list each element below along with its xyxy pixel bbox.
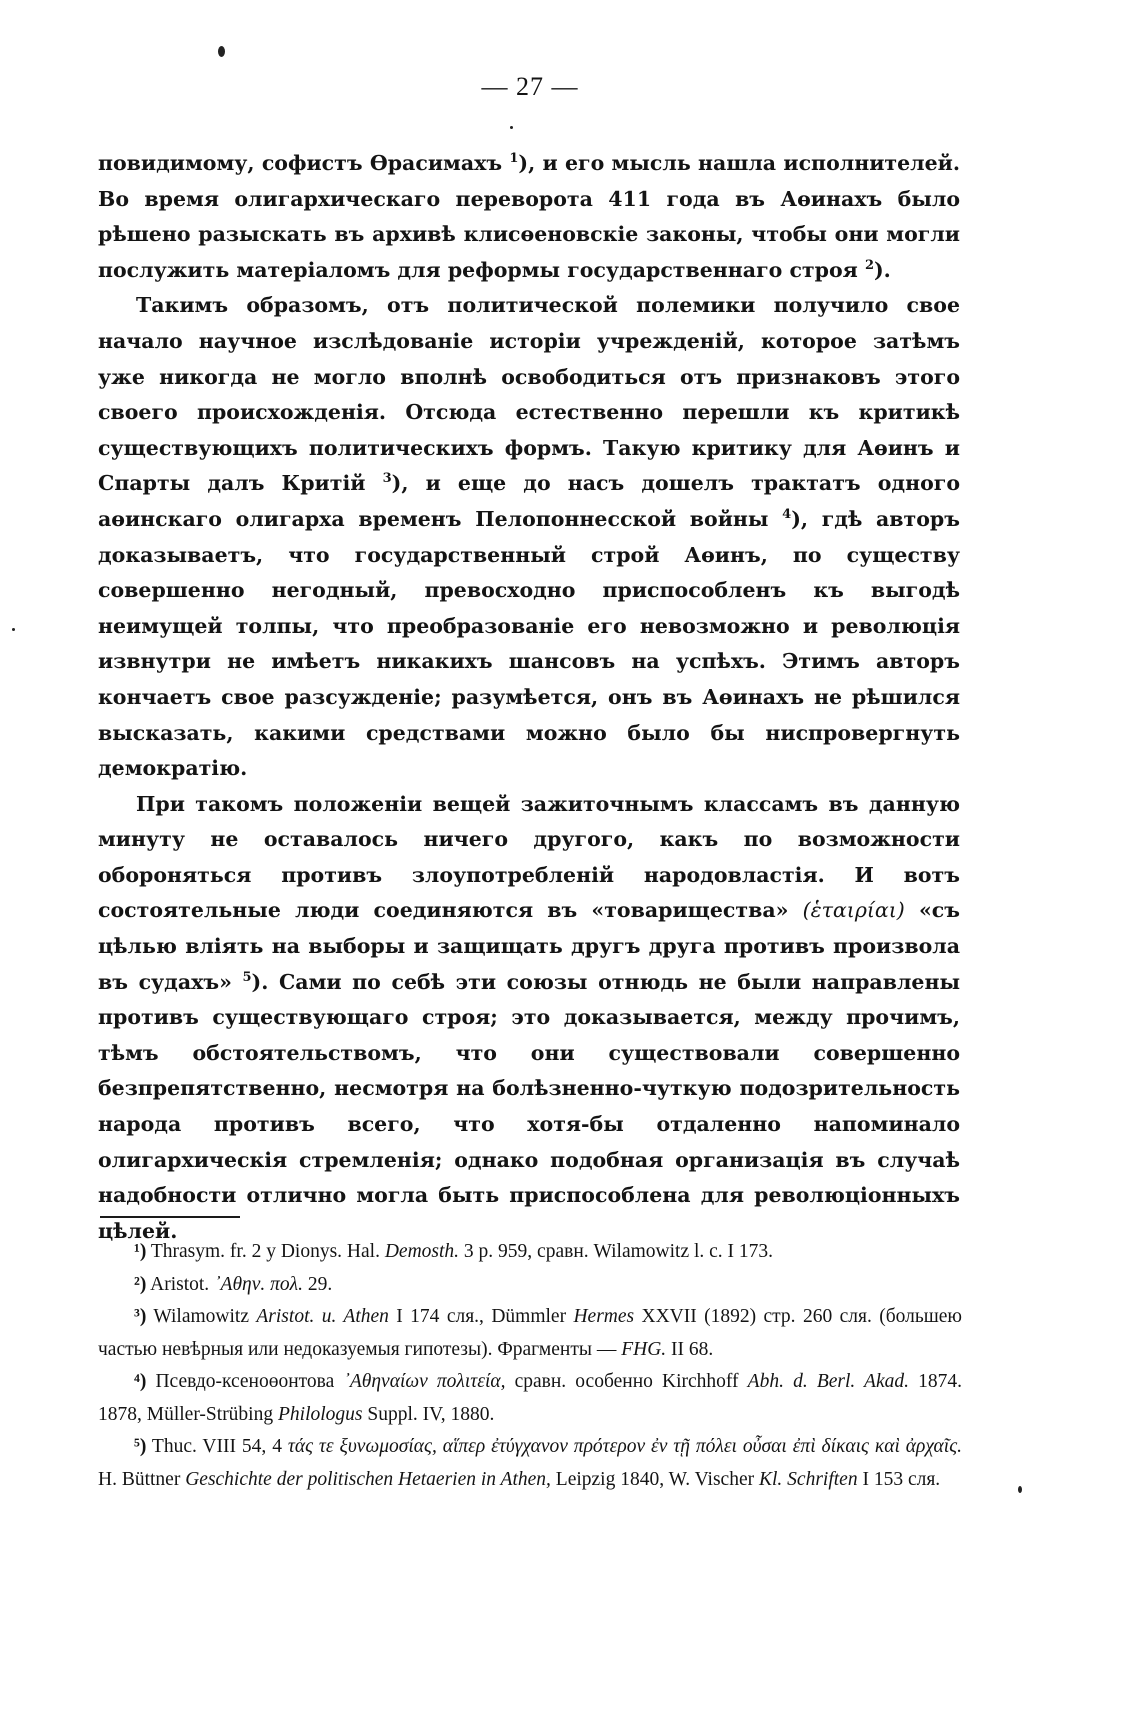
footnote-mark: ⁵) xyxy=(134,1436,147,1457)
footnote-reference: 4 xyxy=(782,507,792,523)
footnote-reference: 2 xyxy=(864,257,874,273)
footnote-text: I 153 сля. xyxy=(857,1468,941,1490)
text-run: При такомъ положеніи вещей зажиточнымъ классамъ въ данную минуту не оставалось ничего другого, какъ по возможности обороняться противъ злоупотребленій народовластія. И вотъ состоятельные люди соединяются въ «товарищества» xyxy=(98,791,960,923)
footnotes xyxy=(98,1236,962,1496)
scan-speck xyxy=(1018,1486,1022,1493)
footnote-text: 1874. 1878, Müller-Strübing xyxy=(98,1371,962,1425)
citation-title: τάς τε ξυνωμοσίας, αἵπερ ἐτύγχανον πρότερον ἐν τῇ πόλει οὖσαι ἐπὶ δίκαις καὶ ἀρχαῖς. xyxy=(287,1436,962,1457)
footnote xyxy=(98,1269,962,1302)
paragraph xyxy=(98,288,960,786)
footnote-text: Aristot. xyxy=(146,1273,215,1295)
main-text xyxy=(98,146,960,1249)
footnote-text: Wilamowitz xyxy=(146,1306,257,1327)
greek-term: (ἑταιρίαι) xyxy=(802,898,905,923)
paragraph xyxy=(98,146,960,288)
footnote-text: I 174 сля., Dümmler xyxy=(388,1306,574,1327)
footnote-text: Thrasym. fr. 2 y Dionys. Hal. xyxy=(146,1241,385,1262)
footnote-text: XXVII (1892) стр. 260 сля. (большею частью невѣрныя или недоказуемыя гипотезы). Фрагменты — xyxy=(98,1306,962,1360)
footnote xyxy=(98,1431,962,1496)
citation-title: Kl. Schriften xyxy=(759,1468,858,1490)
footnote-text: II 68. xyxy=(666,1338,714,1360)
citation-title: Abh. d. Berl. Akad. xyxy=(747,1371,909,1392)
scan-speck xyxy=(218,46,225,57)
footnote-mark: ²) xyxy=(134,1273,147,1295)
footnote-text: сравн. особенно Kirchhoff xyxy=(505,1371,748,1392)
page-number: — 27 — xyxy=(481,72,579,101)
footnote-text: Thuc. VIII 54, 4 xyxy=(146,1436,288,1457)
footnote xyxy=(98,1236,962,1269)
footnote-text: Suppl. IV, 1880. xyxy=(362,1403,495,1425)
text-run: «съ цѣлью вліять на выборы и защищать другъ друга противъ произвола въ судахъ» xyxy=(98,898,960,994)
citation-title: ᾽Αθηναίων πολιτεία, xyxy=(343,1371,506,1392)
scan-speck xyxy=(12,628,15,631)
scan-speck xyxy=(510,126,513,129)
footnote-text: H. Büttner xyxy=(98,1468,186,1490)
text-run: повидимому, софистъ Өрасимахъ xyxy=(98,151,510,175)
citation-title: Geschichte der politischen Hetaerien in Athen, xyxy=(185,1468,551,1490)
citation-title: Demosth. xyxy=(384,1241,460,1262)
footnote-reference: 5 xyxy=(242,969,252,985)
footnote xyxy=(98,1366,962,1431)
text-run: ). Сами по себѣ эти союзы отнюдь не были направлены противъ существующаго строя; это доказывается, между прочимъ, тѣмъ обстоятельствомъ, что они существовали совершенно безпрепятственно, несмотря на болѣзненно-чуткую подозрительность народа противъ всего, что хотя-бы отдаленно напоминало олигархическія стремленія; однако подобная организація въ случаѣ надобности отлично могла быть приспособлена для революціонныхъ цѣлей. xyxy=(98,969,960,1243)
footnote-text: Leipzig 1840, W. Vischer xyxy=(550,1468,759,1490)
citation-title: Aristot. u. Athen xyxy=(256,1306,389,1327)
footnote-reference: 3 xyxy=(382,471,392,487)
text-run: ), и его мысль нашла исполнителей. Во время олигархическаго переворота 411 года въ Аөинахъ было рѣшено разыскать въ архивѣ клисөеновскіе законы, чтобы они могли послужить матеріаломъ для реформы государственнаго строя xyxy=(98,151,960,282)
text-run: ), и еще до насъ дошелъ трактатъ одного аөинскаго олигарха временъ Пелопоннесской войны xyxy=(98,471,961,531)
footnote-separator xyxy=(100,1216,240,1218)
citation-title: Hermes xyxy=(573,1306,635,1327)
footnote-text: 3 p. 959, сравн. Wilamowitz l. c. I 173. xyxy=(459,1241,774,1262)
footnote-reference: 1 xyxy=(509,151,519,167)
text-run: ). xyxy=(873,257,891,282)
footnote-text: Псевдо-ксеноөонтова xyxy=(146,1371,344,1392)
footnote-mark: ¹) xyxy=(134,1241,147,1262)
citation-title: ᾽Αθην. πολ. xyxy=(214,1273,303,1295)
footnote xyxy=(98,1301,962,1366)
text-run: ), гдѣ авторъ доказываетъ, что государственный строй Аөинъ, по существу совершенно негодный, превосходно приспособленъ къ выгодѣ неимущей толпы, что преобразованіе его невозможно и революція извнутри не имѣетъ никакихъ шансовъ на успѣхъ. Этимъ авторъ кончаетъ свое разсужденіе; разумѣется, онъ въ Аөинахъ не рѣшился высказать, какими средствами можно было бы ниспровергнуть демократію. xyxy=(98,506,960,781)
citation-title: Philologus xyxy=(277,1403,363,1425)
citation-title: FHG. xyxy=(621,1338,667,1360)
footnote-mark: ³) xyxy=(134,1306,147,1327)
footnote-mark: ⁴) xyxy=(134,1371,147,1392)
text-run: Такимъ образомъ, отъ политической полемики получило свое начало научное изслѣдованіе исторіи учрежденій, которое затѣмъ уже никогда не могло вполнѣ освободиться отъ признаковъ этого своего происхожденія. Отсюда естественно перешли къ критикѣ существующихъ политическихъ формъ. Такую критику для Аөинъ и Спарты далъ Критій xyxy=(98,293,960,496)
footnote-text: 29. xyxy=(302,1273,333,1295)
paragraph xyxy=(98,787,960,1250)
